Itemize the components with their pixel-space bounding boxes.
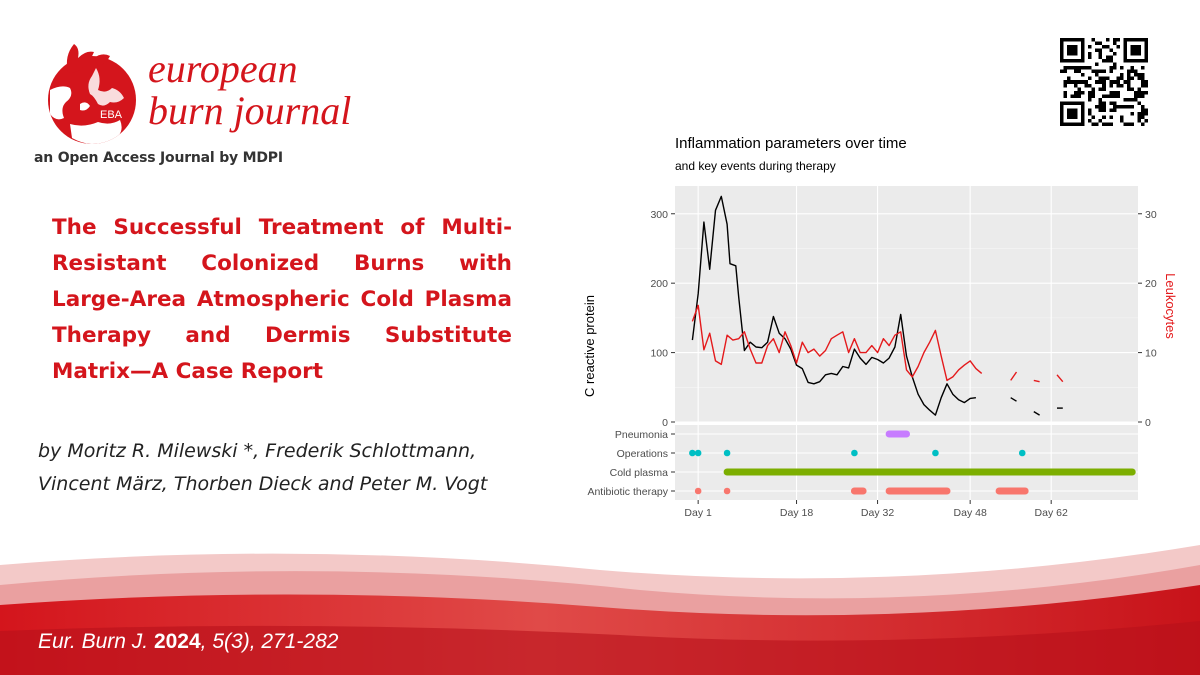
qr-code-icon[interactable]: [1060, 38, 1148, 126]
antibiotic-point: [724, 488, 731, 495]
qr-module: [1141, 108, 1145, 112]
qr-module: [1067, 66, 1071, 70]
qr-module: [1088, 119, 1092, 123]
qr-module: [1102, 87, 1106, 91]
qr-module: [1123, 122, 1127, 126]
qr-module: [1141, 94, 1145, 98]
qr-module: [1130, 77, 1134, 81]
citation-pages: 271-282: [261, 630, 339, 653]
footer-band: [0, 535, 1200, 675]
qr-module: [1088, 52, 1092, 56]
qr-finder-core: [1067, 45, 1078, 56]
qr-module: [1130, 105, 1134, 109]
qr-module: [1130, 98, 1134, 102]
qr-module: [1088, 108, 1092, 112]
qr-module: [1102, 45, 1106, 49]
qr-module: [1074, 84, 1078, 88]
qr-module: [1134, 98, 1138, 102]
qr-module: [1071, 94, 1075, 98]
qr-module: [1078, 87, 1082, 91]
qr-module: [1099, 108, 1103, 112]
qr-module: [1109, 122, 1113, 126]
qr-module: [1134, 70, 1138, 74]
qr-module: [1092, 91, 1096, 95]
qr-module: [1116, 45, 1120, 49]
x-tick-label: Day 32: [860, 507, 895, 519]
qr-module: [1127, 87, 1131, 91]
paper-authors: by Moritz R. Milewski *, Frederik Schlottmann, Vincent März, Thorben Dieck and Peter M. Vogt: [38, 440, 488, 495]
qr-module: [1092, 122, 1096, 126]
qr-module: [1099, 119, 1103, 123]
qr-module: [1099, 56, 1103, 60]
qr-module: [1113, 63, 1117, 67]
qr-module: [1074, 70, 1078, 74]
y-axis-label-left: C reactive protein: [582, 295, 597, 397]
qr-module: [1085, 66, 1089, 70]
qr-module: [1141, 112, 1145, 116]
paper-title: The Successful Treatment of Multi-Resistant Colonized Burns with Large-Area Atmospheric Cold Plasma Therapy and Dermis Substitute Matrix—A Case Report: [52, 215, 512, 384]
qr-module: [1095, 73, 1099, 77]
qr-module: [1109, 49, 1113, 53]
qr-module: [1095, 49, 1099, 53]
qr-module: [1064, 70, 1068, 74]
qr-module: [1127, 105, 1131, 109]
qr-module: [1120, 119, 1124, 123]
qr-module: [1113, 101, 1117, 105]
qr-module: [1113, 80, 1117, 84]
qr-module: [1116, 38, 1120, 42]
y-axis-label-right: Leukocytes: [1163, 273, 1178, 339]
operation-point: [724, 450, 731, 457]
qr-module: [1144, 91, 1148, 95]
qr-module: [1137, 115, 1141, 119]
qr-module: [1137, 87, 1141, 91]
y-tick-label-right: 20: [1145, 278, 1157, 291]
qr-module: [1085, 80, 1089, 84]
qr-module: [1064, 84, 1068, 88]
main-panel-bg: [675, 186, 1138, 422]
qr-module: [1088, 45, 1092, 49]
qr-module: [1141, 77, 1145, 81]
qr-module: [1106, 77, 1110, 81]
qr-module: [1130, 70, 1134, 74]
y-tick-label-right: 10: [1145, 347, 1157, 360]
x-tick-label: Day 18: [779, 507, 814, 519]
qr-module: [1134, 91, 1138, 95]
y-tick-label-left: 300: [650, 208, 668, 221]
operation-point: [695, 450, 702, 457]
qr-module: [1102, 101, 1106, 105]
qr-module: [1134, 73, 1138, 77]
qr-module: [1109, 59, 1113, 63]
qr-module: [1106, 94, 1110, 98]
qr-module: [1071, 80, 1075, 84]
citation-year: 2024: [153, 630, 201, 653]
qr-module: [1120, 115, 1124, 119]
qr-module: [1141, 115, 1145, 119]
qr-module: [1144, 108, 1148, 112]
qr-module: [1127, 70, 1131, 74]
y-tick-label-left: 200: [650, 278, 668, 291]
qr-module: [1116, 91, 1120, 95]
qr-module: [1095, 42, 1099, 46]
antibiotic-point: [695, 488, 702, 495]
x-tick-label: Day 48: [953, 507, 987, 519]
qr-module: [1144, 84, 1148, 88]
qr-module: [1078, 94, 1082, 98]
qr-module: [1141, 105, 1145, 109]
qr-module: [1095, 80, 1099, 84]
qr-module: [1078, 91, 1082, 95]
qr-module: [1130, 112, 1134, 116]
qr-module: [1113, 66, 1117, 70]
qr-module: [1106, 122, 1110, 126]
qr-module: [1088, 91, 1092, 95]
qr-module: [1088, 84, 1092, 88]
qr-module: [1102, 122, 1106, 126]
event-category-label: Antibiotic therapy: [587, 486, 668, 498]
qr-module: [1127, 84, 1131, 88]
qr-module: [1102, 94, 1106, 98]
qr-module: [1102, 84, 1106, 88]
qr-module: [1109, 80, 1113, 84]
qr-module: [1127, 98, 1131, 102]
inflammation-chart: [560, 128, 1200, 528]
qr-module: [1078, 80, 1082, 84]
qr-module: [1134, 94, 1138, 98]
qr-module: [1099, 105, 1103, 109]
qr-module: [1102, 70, 1106, 74]
y-tick-label-right: 30: [1145, 208, 1157, 221]
qr-module: [1064, 80, 1068, 84]
qr-module: [1137, 119, 1141, 123]
qr-module: [1064, 94, 1068, 98]
qr-module: [1099, 77, 1103, 81]
qr-module: [1127, 122, 1131, 126]
qr-module: [1137, 101, 1141, 105]
qr-module: [1109, 101, 1113, 105]
qr-module: [1120, 77, 1124, 81]
qr-module: [1113, 52, 1117, 56]
qr-module: [1113, 38, 1117, 42]
qr-module: [1078, 70, 1082, 74]
qr-module: [1109, 115, 1113, 119]
event-category-label: Pneumonia: [614, 429, 668, 441]
qr-module: [1106, 59, 1110, 63]
y-tick-label-left: 100: [650, 347, 668, 360]
qr-module: [1099, 49, 1103, 53]
qr-module: [1120, 66, 1124, 70]
qr-module: [1092, 38, 1096, 42]
qr-module: [1113, 42, 1117, 46]
qr-module: [1071, 66, 1075, 70]
qr-module: [1116, 94, 1120, 98]
qr-module: [1092, 115, 1096, 119]
qr-module: [1120, 105, 1124, 109]
qr-module: [1120, 73, 1124, 77]
qr-module: [1141, 80, 1145, 84]
qr-module: [1137, 94, 1141, 98]
qr-module: [1113, 105, 1117, 109]
qr-module: [1092, 87, 1096, 91]
qr-module: [1113, 91, 1117, 95]
qr-module: [1099, 52, 1103, 56]
qr-module: [1137, 91, 1141, 95]
qr-module: [1102, 115, 1106, 119]
operation-point: [932, 450, 939, 457]
qr-module: [1123, 80, 1127, 84]
qr-module: [1141, 84, 1145, 88]
citation: Eur. Burn J. 2024, 5(3), 271-282: [38, 630, 339, 653]
logo-text: EBA: [100, 109, 123, 121]
qr-finder-core: [1067, 108, 1078, 119]
qr-module: [1067, 77, 1071, 81]
x-tick-label: Day 62: [1034, 507, 1068, 519]
qr-module: [1106, 45, 1110, 49]
qr-module: [1141, 66, 1145, 70]
qr-module: [1088, 66, 1092, 70]
qr-module: [1095, 70, 1099, 74]
qr-module: [1109, 91, 1113, 95]
qr-module: [1095, 105, 1099, 109]
qr-module: [1116, 80, 1120, 84]
qr-module: [1127, 73, 1131, 77]
qr-module: [1116, 77, 1120, 81]
qr-module: [1141, 122, 1145, 126]
citation-journal: Eur. Burn J.: [38, 630, 149, 653]
y-tick-label-left: 0: [662, 417, 668, 429]
qr-module: [1060, 70, 1064, 74]
qr-module: [1081, 80, 1085, 84]
qr-module: [1127, 77, 1131, 81]
qr-module: [1137, 112, 1141, 116]
qr-module: [1106, 38, 1110, 42]
qr-module: [1088, 98, 1092, 102]
qr-module: [1102, 59, 1106, 63]
qr-module: [1141, 91, 1145, 95]
qr-module: [1099, 98, 1103, 102]
y-tick-label-right: 0: [1145, 417, 1151, 429]
qr-module: [1144, 119, 1148, 123]
qr-module: [1113, 94, 1117, 98]
operation-point: [1019, 450, 1026, 457]
qr-module: [1144, 80, 1148, 84]
event-category-label: Cold plasma: [609, 467, 668, 479]
journal-name: [148, 48, 351, 132]
qr-module: [1067, 80, 1071, 84]
qr-module: [1092, 70, 1096, 74]
qr-module: [1074, 91, 1078, 95]
qr-module: [1064, 66, 1068, 70]
europe-map-logo-icon: [40, 38, 150, 150]
qr-module: [1099, 87, 1103, 91]
qr-module: [1106, 56, 1110, 60]
qr-module: [1116, 84, 1120, 88]
citation-volume: 5(3): [212, 630, 250, 653]
journal-name-line1: european: [148, 46, 298, 91]
qr-module: [1088, 77, 1092, 81]
chart-title: Inflammation parameters over time: [675, 135, 907, 152]
qr-module: [1078, 66, 1082, 70]
qr-module: [1137, 73, 1141, 77]
qr-module: [1102, 108, 1106, 112]
qr-module: [1074, 80, 1078, 84]
operation-point: [689, 450, 696, 457]
qr-module: [1109, 84, 1113, 88]
qr-module: [1095, 122, 1099, 126]
qr-finder-core: [1130, 45, 1141, 56]
chart-subtitle: and key events during therapy: [675, 159, 836, 173]
qr-module: [1099, 80, 1103, 84]
qr-module: [1130, 122, 1134, 126]
qr-module: [1141, 73, 1145, 77]
qr-module: [1088, 94, 1092, 98]
qr-module: [1099, 70, 1103, 74]
qr-module: [1099, 101, 1103, 105]
qr-module: [1120, 84, 1124, 88]
journal-subtitle: an Open Access Journal by MDPI: [34, 150, 283, 166]
qr-module: [1099, 42, 1103, 46]
qr-module: [1109, 108, 1113, 112]
qr-module: [1130, 66, 1134, 70]
qr-module: [1085, 84, 1089, 88]
qr-module: [1088, 112, 1092, 116]
operation-point: [851, 450, 858, 457]
x-tick-label: Day 1: [684, 507, 712, 519]
qr-module: [1102, 77, 1106, 81]
qr-module: [1137, 77, 1141, 81]
qr-module: [1123, 105, 1127, 109]
qr-module: [1123, 98, 1127, 102]
qr-module: [1109, 94, 1113, 98]
qr-module: [1088, 56, 1092, 60]
qr-module: [1116, 105, 1120, 109]
qr-module: [1130, 87, 1134, 91]
qr-module: [1102, 80, 1106, 84]
qr-module: [1113, 108, 1117, 112]
journal-name-line2: burn journal: [148, 88, 352, 133]
qr-module: [1074, 94, 1078, 98]
qr-module: [1064, 91, 1068, 95]
event-category-label: Operations: [616, 448, 668, 460]
qr-module: [1092, 94, 1096, 98]
qr-module: [1081, 73, 1085, 77]
qr-module: [1109, 66, 1113, 70]
qr-module: [1081, 91, 1085, 95]
qr-module: [1109, 70, 1113, 74]
qr-module: [1144, 112, 1148, 116]
qr-module: [1081, 66, 1085, 70]
qr-module: [1074, 66, 1078, 70]
qr-module: [1095, 63, 1099, 67]
qr-module: [1127, 80, 1131, 84]
qr-module: [1109, 56, 1113, 60]
qr-module: [1102, 105, 1106, 109]
